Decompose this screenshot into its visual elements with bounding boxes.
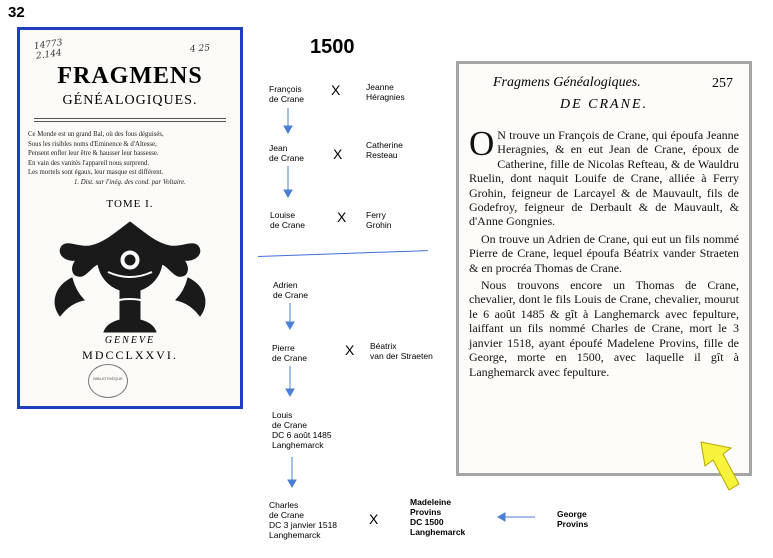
epigraph-line: En vain des vanités l'appareil nous surprend. (28, 159, 150, 167)
descent-arrow (288, 457, 296, 487)
imprint-place: GENEVE (104, 335, 156, 346)
handwritten-note-1: 14773 (33, 38, 64, 52)
person-louis-de-crane: Louis de Crane DC 6 août 1485 Langhemarck (272, 410, 332, 450)
descent-arrow (286, 366, 294, 396)
epigraph-line: Les mortels sont égaux, leur masque est différent. (28, 169, 164, 177)
imprint-date: MDCCLXXVI. (82, 348, 178, 362)
running-head: Fragmens Généalogiques. (493, 75, 641, 90)
tome-label: TOME I. (106, 198, 154, 210)
handwritten-note-3: 4 25 (189, 43, 211, 55)
marriage-symbol: X (345, 342, 355, 358)
marriage-symbol: X (369, 511, 379, 527)
book-title: FRAGMENS (57, 63, 203, 89)
person-pierre-de-crane: Pierre de Crane (272, 343, 307, 363)
descent-arrow (284, 166, 292, 197)
paragraph: Nous trouvons encore un Thomas de Crane, chevalier, dont le fils Louis de Crane, chevalier, mourut le 6 août 1485 & gît à Langhemarck avec fepulture, laiffant un fils nommé Charles de Crane, mort le 3 janvier 1518, ayant époufé Madelene Provins, fille de George, morte en 1500, avec laquelle il gît à Langhemarck avec fepulture. (469, 278, 739, 379)
epigraph-line: Sous les risibles noms d'Eminence & d'Altesse, (28, 140, 157, 148)
slide-number: 32 (8, 4, 25, 21)
person-george-provins: George Provins (557, 509, 589, 529)
descent-arrow (286, 303, 294, 329)
person-jean-de-crane: Jean de Crane (269, 143, 304, 163)
person-catherine-resteau: Catherine Resteau (366, 140, 403, 160)
paragraph: O N trouve un François de Crane, qui époufa Jeanne Heragnies, & en eut Jean de Crane, époux de Catherine, fille de Nicolas Refteau, & de Wauldru Ruelin, dont naquit Louife de Crane, alliée à Ferry Grohin, feigneur de Larcayel & de Mauvault, fils de Godefroy, feigneur de Derbault & de Mauvault, & d'Anne Gongnies. (469, 124, 739, 229)
person-francois-de-crane: François de Crane (269, 84, 304, 104)
handwritten-note-2: 2.144 (35, 48, 63, 62)
library-stamp: BIBLIOTHÈQUE (88, 364, 128, 398)
person-charles-de-crane: Charles de Crane DC 3 janvier 1518 Langhemarck (269, 500, 338, 540)
person-louise-de-crane: Louise de Crane (270, 210, 305, 230)
callout-arrow-icon (699, 440, 743, 492)
paragraph: On trouve un Adrien de Crane, qui eut un fils nommé Pierre de Crane, lequel époufa Béatrix vander Straeten & en procréa Thomas de Crane. (469, 231, 739, 275)
person-ferry-grohin: Ferry Grohin (366, 210, 392, 230)
person-beatrix-van-der-straeten: Béatrix van der Straeten (370, 341, 433, 361)
parent-arrow (498, 513, 535, 521)
person-jeanne-heragnies: Jeanne Héragnies (366, 82, 405, 102)
person-madeleine-provins: Madeleine Provins DC 1500 Langhemarck (410, 497, 466, 537)
book-text (469, 124, 739, 382)
marriage-symbol: X (331, 82, 341, 98)
book-page-scan (456, 61, 752, 476)
epigraph-line: Ce Monde est un grand Bal, où des fous déguisés, (28, 131, 164, 138)
marriage-symbol: X (337, 209, 347, 225)
person-adrien-de-crane: Adrien de Crane (273, 280, 308, 300)
epigraph-attribution: 1. Dist. sur l'inég. des cond. par Voltaire. (74, 178, 186, 186)
year-heading: 1500 (310, 36, 355, 58)
drop-cap: O (469, 124, 495, 163)
epigraph-line: Pensent enfler leur être & hausser leur bassesse. (28, 150, 159, 158)
page-number: 257 (712, 76, 733, 91)
descent-arrow (284, 108, 292, 133)
family-heading: DE CRANE. (560, 97, 648, 112)
book-subtitle: GÉNÉALOGIQUES. (62, 93, 198, 108)
marriage-symbol: X (333, 146, 343, 162)
